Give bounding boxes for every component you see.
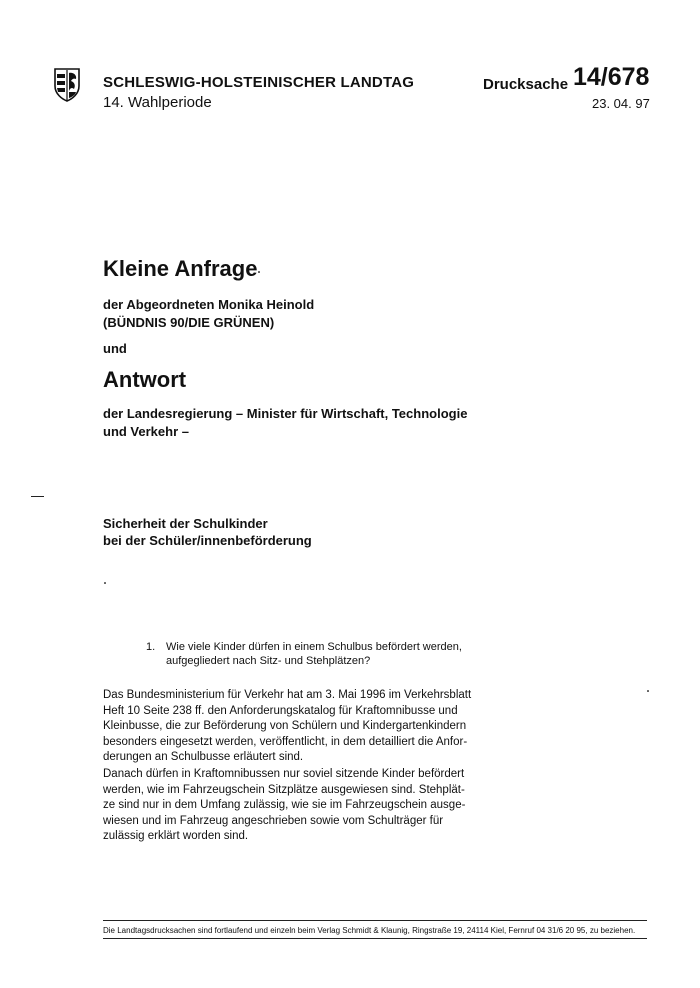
- question-1: [146, 640, 486, 668]
- answer-line: werden, wie im Fahrzeugschein Sitzplätze ausgewiesen sind. Stehplät-: [103, 783, 465, 796]
- answer-line: Das Bundesministerium für Verkehr hat am 3. Mai 1996 im Verkehrsblatt: [103, 689, 472, 701]
- answer-line: ze sind nur in dem Umfang zulässig, wie sie im Fahrzeugschein ausge-: [103, 799, 466, 811]
- answer-line: Danach dürfen in Kraftomnibussen nur soviel sitzende Kinder befördert: [103, 768, 465, 780]
- scan-speck: [258, 271, 260, 273]
- responder-line-1: der Landesregierung – Minister für Wirtschaft, Technologie: [103, 406, 468, 421]
- answer-line: derungen an Schulbusse erläutert sind.: [103, 751, 304, 763]
- antwort-heading: Antwort: [103, 367, 187, 392]
- answer-paragraph-1: [103, 688, 473, 766]
- margin-mark: [31, 496, 44, 497]
- answer-line: zulässig erklärt worden sind.: [103, 830, 249, 842]
- footer-note: Die Landtagsdrucksachen sind fortlaufend und einzeln beim Verlag Schmidt & Klaunig, Ringstraße 19, 24114 Kiel, Fernruf 04 31/6 20 95, zu beziehen.: [103, 926, 636, 935]
- drucksache-label: Drucksache: [483, 76, 569, 93]
- answer-paragraph-2: [103, 767, 473, 845]
- question-line-1: Wie viele Kinder dürfen in einem Schulbus befördert werden,: [166, 641, 462, 653]
- subject-line-1: Sicherheit der Schulkinder: [103, 516, 268, 531]
- subject-line-2: bei der Schüler/innenbeförderung: [103, 533, 312, 548]
- scan-speck: [104, 582, 106, 584]
- legislative-period: 14. Wahlperiode: [103, 94, 212, 111]
- kleine-anfrage-heading: Kleine Anfrage: [103, 256, 258, 281]
- answer-line: wiesen und im Fahrzeug angeschrieben sowie vom Schulträger für: [103, 814, 444, 827]
- und-text: und: [103, 341, 127, 356]
- responder-line-2: und Verkehr –: [103, 424, 189, 439]
- document-date: 23. 04. 97: [592, 96, 650, 111]
- question-number: 1.: [146, 641, 156, 653]
- question-line-2: aufgegliedert nach Sitz- und Stehplätzen?: [166, 655, 371, 667]
- author-line-1: der Abgeordneten Monika Heinold: [103, 297, 315, 312]
- drucksache-number: 14/678: [573, 63, 650, 91]
- footer-rule-top: [103, 920, 647, 921]
- answer-line: besonders eingesetzt werden, veröffentlicht, in dem detailliert die Anfor-: [103, 735, 468, 748]
- author-line-2: (BÜNDNIS 90/DIE GRÜNEN): [103, 315, 275, 330]
- scan-speck: [647, 690, 649, 692]
- answer-line: Kleinbusse, die zur Beförderung von Schülern und Kindergartenkindern: [103, 720, 467, 732]
- footer-rule-bottom: [103, 938, 647, 939]
- parliament-name: SCHLESWIG-HOLSTEINISCHER LANDTAG: [103, 74, 415, 91]
- answer-line: Heft 10 Seite 238 ff. den Anforderungskatalog für Kraftomnibusse und: [103, 704, 458, 717]
- coat-of-arms-icon: [54, 68, 80, 102]
